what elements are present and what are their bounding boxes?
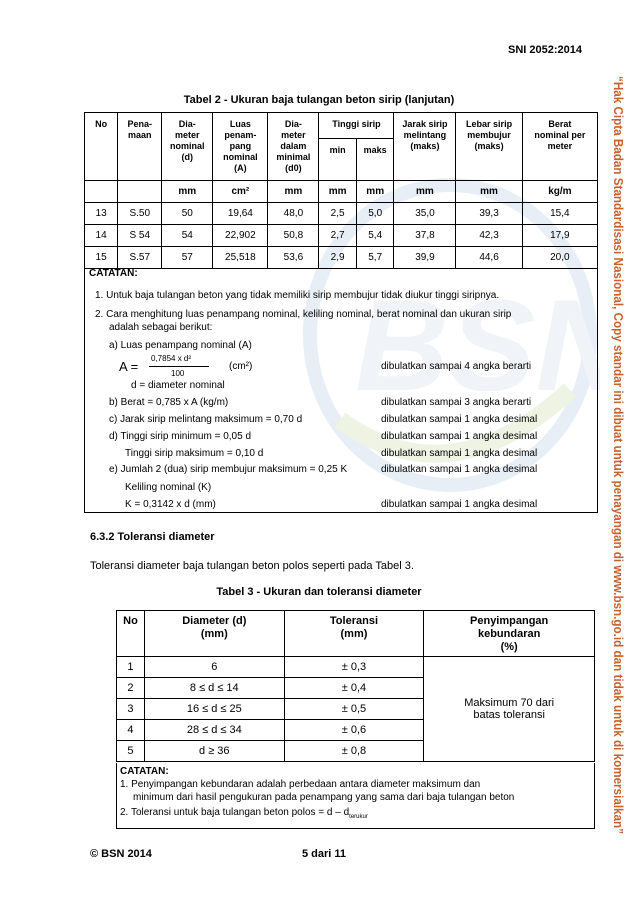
th-luas: Luas penam- pang nominal (A) bbox=[213, 113, 268, 181]
note-a-label: a) Luas penampang nominal (A) bbox=[109, 340, 252, 351]
table-row: 15 S.57 57 25,518 53,6 2,9 5,7 39,9 44,6 20,0 bbox=[85, 247, 598, 269]
note-b-rounding: dibulatkan sampai 3 angka berarti bbox=[381, 397, 532, 408]
notes3-item-1-line-2: minimum dari hasil pengukuran pada penampang yang sama dari baja tulangan beton bbox=[133, 792, 515, 803]
th-diameter-dalam: Dia- meter dalam minimal (d0) bbox=[268, 113, 319, 181]
formula-denominator: 100 bbox=[171, 369, 185, 378]
watermark-logo-text: BS bbox=[355, 272, 536, 418]
note-a-rounding: dibulatkan sampai 4 angka berarti bbox=[381, 361, 532, 372]
fraction-bar bbox=[149, 366, 209, 367]
merged-penyimpangan-cell: Maksimum 70 dari batas toleransi bbox=[424, 657, 595, 762]
table2 bbox=[84, 112, 598, 269]
th3-toleransi: Toleransi (mm) bbox=[284, 611, 424, 657]
note-d2-rounding: dibulatkan sampai 1 angka desimal bbox=[381, 448, 538, 459]
table3 bbox=[116, 610, 595, 762]
note-e: e) Jumlah 2 (dua) sirip membujur maksimum = 0,25 K bbox=[109, 464, 348, 475]
th3-penyimpangan: Penyimpangan kebundaran (%) bbox=[424, 611, 595, 657]
units-row: mm cm² mm mm mm mm mm kg/m bbox=[85, 181, 598, 203]
note-c: c) Jarak sirip melintang maksimum = 0,70 d bbox=[109, 414, 303, 425]
formula-lhs: A = bbox=[119, 359, 139, 374]
formula-unit: (cm²) bbox=[229, 361, 253, 372]
th-tinggi-sirip: Tinggi sirip bbox=[319, 113, 394, 139]
notes-caption: CATATAN: bbox=[89, 268, 138, 279]
note-b: b) Berat = 0,785 x A (kg/m) bbox=[109, 397, 229, 408]
section-heading: 6.3.2 Toleransi diameter bbox=[90, 531, 215, 543]
th-diameter: Dia- meter nominal (d) bbox=[162, 113, 213, 181]
formula-numerator: 0,7854 x d² bbox=[151, 354, 192, 363]
note-k-rounding: dibulatkan sampai 1 angka desimal bbox=[381, 499, 538, 510]
th-tinggi-maks: maks bbox=[356, 139, 394, 181]
note-2-line-1: 2. Cara menghitung luas penampang nominal, keliling nominal, berat nominal dan ukuran sirip bbox=[95, 309, 512, 320]
d-definition: d = diameter nominal bbox=[131, 380, 225, 391]
table2-title: Tabel 2 - Ukuran baja tulangan beton sirip (lanjutan) bbox=[183, 94, 455, 106]
footer-page-number: 5 dari 11 bbox=[302, 848, 347, 860]
th3-no: No bbox=[117, 611, 145, 657]
table-row: 4 28 ≤ d ≤ 34 ± 0,6 bbox=[117, 720, 595, 741]
footer-copyright: © BSN 2014 bbox=[90, 848, 152, 860]
notes3-item-2: 2. Toleransi untuk baja tulangan beton polos = d – $d_{terukur}$ bbox=[120, 807, 368, 820]
document-id: SNI 2052:2014 bbox=[508, 44, 582, 56]
th-tinggi-min: min bbox=[319, 139, 357, 181]
table-row: 1 6 ± 0,3 Maksimum 70 dari batas toleransi bbox=[117, 657, 595, 678]
note-e-rounding: dibulatkan sampai 1 angka desimal bbox=[381, 464, 538, 475]
note-d2: Tinggi sirip maksimum = 0,10 d bbox=[125, 448, 264, 459]
note-k-label: Keliling nominal (K) bbox=[125, 482, 212, 493]
note-c-rounding: dibulatkan sampai 1 angka desimal bbox=[381, 414, 538, 425]
notes3-item-1-line-1: 1. Penyimpangan kebundaran adalah perbedaan antara diameter maksimum dan bbox=[120, 779, 481, 790]
th-penamaan: Pena- maan bbox=[118, 113, 162, 181]
notes3-caption: CATATAN: bbox=[120, 766, 169, 777]
th-lebar-sirip: Lebar sirip membujur (maks) bbox=[456, 113, 522, 181]
th-berat: Berat nominal per meter bbox=[522, 113, 597, 181]
table3-title: Tabel 3 - Ukuran dan toleransi diameter bbox=[216, 586, 422, 598]
table-row: 14 S 54 54 22,902 50,8 2,7 5,4 37,8 42,3 17,9 bbox=[85, 225, 598, 247]
th-jarak-sirip: Jarak sirip melintang (maks) bbox=[394, 113, 456, 181]
table3-notes bbox=[116, 763, 595, 829]
section-paragraph: Toleransi diameter baja tulangan beton polos seperti pada Tabel 3. bbox=[90, 560, 414, 572]
table2-notes bbox=[84, 268, 598, 513]
table-row: 5 d ≥ 36 ± 0,8 bbox=[117, 741, 595, 762]
th3-diameter: Diameter (d) (mm) bbox=[144, 611, 284, 657]
note-k: K = 0,3142 x d (mm) bbox=[125, 499, 216, 510]
note-d-rounding: dibulatkan sampai 1 angka desimal bbox=[381, 431, 538, 442]
th-no: No bbox=[85, 113, 118, 181]
table-row: 13 S.50 50 19,64 48,0 2,5 5,0 35,0 39,3 15,4 bbox=[85, 203, 598, 225]
note-d: d) Tinggi sirip minimum = 0,05 d bbox=[109, 431, 252, 442]
note-1: 1. Untuk baja tulangan beton yang tidak memiliki sirip membujur tidak diukur tinggi siripnya. bbox=[95, 290, 500, 301]
table-row: 3 16 ≤ d ≤ 25 ± 0,5 bbox=[117, 699, 595, 720]
note-2-line-2: adalah sebagai berikut: bbox=[109, 322, 213, 333]
copyright-side-text bbox=[608, 76, 630, 889]
table-row: 2 8 ≤ d ≤ 14 ± 0,4 bbox=[117, 678, 595, 699]
copyright-side-text-content: “Hak Cipta Badan Standardisasi Nasional, Copy standar ini dibuat untuk penayangan di www.bsn.go.id dan tidak untuk di komersialkan” bbox=[611, 76, 625, 889]
